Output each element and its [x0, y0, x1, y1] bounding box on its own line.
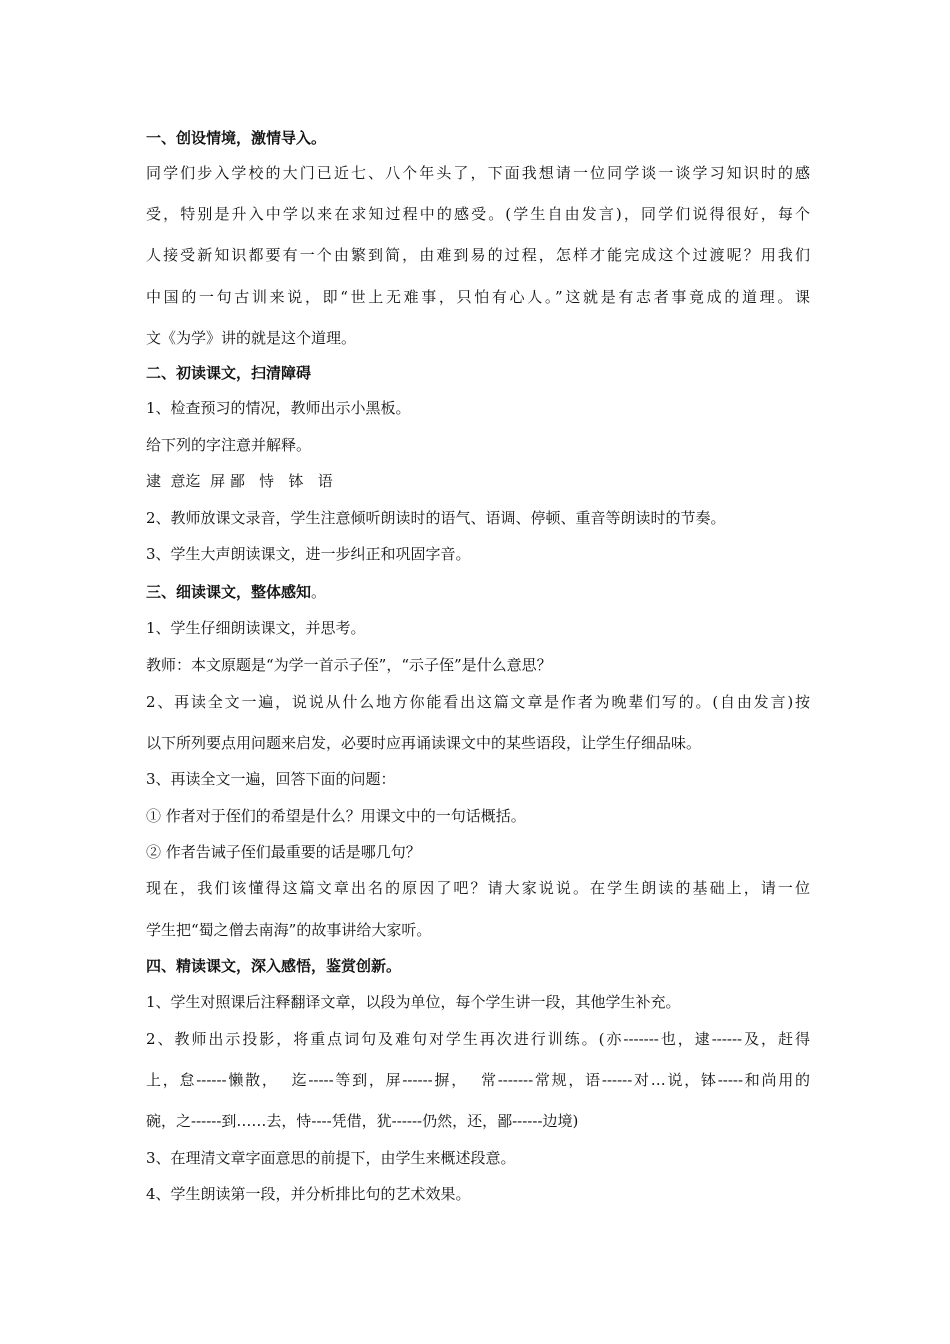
- paragraph-line: 3、在理清文章字面意思的前提下，由学生来概述段意。: [146, 1149, 516, 1167]
- paragraph-line: 上，怠------懒散， 迄-----等到，屏------摒， 常-------常规，语------对…说，钵-----和尚用的: [146, 1071, 810, 1089]
- paragraph-line: 碗，之------到……去，恃----凭借，犹------仍然，还，鄙------边境): [146, 1112, 579, 1130]
- paragraph-line: 文《为学》讲的就是这个道理。: [146, 329, 357, 347]
- vocabulary-line: 逮 意迄 屏 鄙 恃 钵 语: [146, 472, 333, 490]
- paragraph-line: 现在，我们该懂得这篇文章出名的原因了吧？请大家说说。在学生朗读的基础上，请一位: [146, 879, 810, 897]
- section-heading-3-text: 三、细读课文，整体感知: [146, 583, 312, 601]
- paragraph-line: 教师：本文原题是“为学一首示子侄”，“示子侄”是什么意思？: [146, 656, 552, 674]
- paragraph-line: 给下列的字注意并解释。: [146, 436, 312, 454]
- paragraph-line: 学生把“蜀之僧去南海”的故事讲给大家听。: [146, 921, 432, 939]
- section-heading-1: 一、创设情境，激情导入。: [146, 129, 327, 147]
- section-heading-3: [146, 580, 810, 604]
- paragraph-line: 4、学生朗读第一段，并分析排比句的艺术效果。: [146, 1185, 471, 1203]
- paragraph-line: 3、学生大声朗读课文，进一步纠正和巩固字音。: [146, 545, 471, 563]
- paragraph-line: 1、检查预习的情况，教师出示小黑板。: [146, 399, 411, 417]
- paragraph-line: 受，特别是升入中学以来在求知过程中的感受。(学生自由发言)，同学们说得很好，每个: [146, 205, 810, 223]
- paragraph-line: 2、教师放课文录音，学生注意倾听朗读时的语气、语调、停顿、重音等朗读时的节奏。: [146, 509, 726, 527]
- question-item-1: ① 作者对于侄们的希望是什么？用课文中的一句话概括。: [146, 807, 526, 825]
- paragraph-line: 人接受新知识都要有一个由繁到简，由难到易的过程，怎样才能完成这个过渡呢？用我们: [146, 246, 810, 264]
- section-heading-2: 二、初读课文，扫清障碍: [146, 364, 312, 382]
- paragraph-line: 以下所列要点用问题来启发，必要时应再诵读课文中的某些语段，让学生仔细品味。: [146, 734, 702, 752]
- question-item-2: ② 作者告诫子侄们最重要的话是哪几句？: [146, 843, 421, 861]
- paragraph-line: 1、学生仔细朗读课文，并思考。: [146, 619, 366, 637]
- paragraph-line: 2、再读全文一遍，说说从什么地方你能看出这篇文章是作者为晚辈们写的。(自由发言)按: [146, 693, 810, 711]
- paragraph-line: 1、学生对照课后注释翻译文章，以段为单位，每个学生讲一段，其他学生补充。: [146, 993, 681, 1011]
- section-heading-4: 四、精读课文，深入感悟，鉴赏创新。: [146, 957, 402, 975]
- paragraph-line: 3、再读全文一遍，回答下面的问题：: [146, 770, 396, 788]
- paragraph-line: 同学们步入学校的大门已近七、八个年头了，下面我想请一位同学谈一谈学习知识时的感: [146, 164, 810, 182]
- paragraph-line: 中国的一句古训来说，即“世上无难事，只怕有心人。”这就是有志者事竟成的道理。课: [146, 288, 810, 306]
- paragraph-line: 2、教师出示投影，将重点词句及难句对学生再次进行训练。(亦-------也，逮------及，赶得: [146, 1030, 810, 1048]
- section-heading-3-suffix: 。: [311, 583, 327, 601]
